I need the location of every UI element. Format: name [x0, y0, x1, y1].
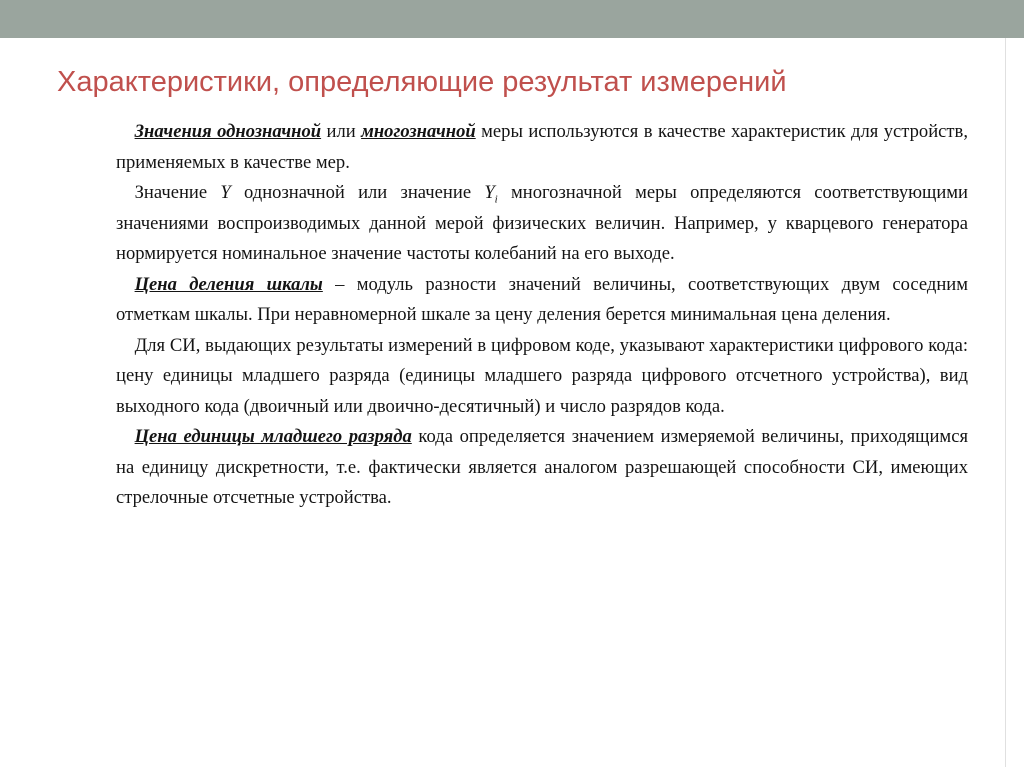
p5-rest: кода определяется значением измеряемой величины, приходящимся на единицу дискретности, т.е. фактически является аналогом разрешающей способности СИ, имеющих стрелочные отсчетные устройства. [116, 426, 969, 508]
term-single-valued: Значения однозначной [134, 121, 322, 142]
slide-title: Характеристики, определяющие результат измерений [57, 66, 787, 98]
variable-yi: $Y_i$ [484, 182, 498, 206]
variable-y: Y [220, 182, 231, 203]
p3-rest: – модуль разности значений величины, соответствующих двум соседним отметкам шкалы. При неравномерной шкале за цену деления берется минимальная цена деления. [116, 273, 969, 325]
slide-body [116, 117, 968, 514]
paragraph-5 [116, 422, 968, 514]
term-least-significant-digit: Цена единицы младшего разряда [134, 426, 412, 447]
p2-start: Значение [134, 182, 221, 203]
term-multi-valued: многозначной [361, 121, 476, 142]
paragraph-3 [116, 270, 968, 331]
top-band [0, 0, 1024, 38]
p4-text: Для СИ, выдающих результаты измерений в цифровом коде, указывают характеристики цифрового кода: цену единицы младшего разряда (единицы младшего разряда цифрового отсчетного устройства), вид выходного кода (двоичный или двоично-десятичный) и число разрядов кода. [116, 334, 968, 417]
paragraph-2 [116, 178, 968, 270]
paragraph-1 [116, 117, 968, 178]
p2-rest: многозначной меры определяются соответствующими значениями воспроизводимых данной мерой физических величин. Например, у кварцевого генератора нормируется номинальное значение частоты колебаний на его выходе. [116, 182, 968, 264]
right-border-line [1005, 38, 1006, 767]
p2-mid: однозначной или значение [230, 182, 485, 203]
term-scale-division: Цена деления шкалы [134, 273, 323, 295]
paragraph-4 [116, 331, 968, 423]
p1-rest: меры используются в качестве характеристик для устройств, применяемых в качестве мер. [116, 121, 968, 173]
p1-connector: или [321, 121, 362, 142]
